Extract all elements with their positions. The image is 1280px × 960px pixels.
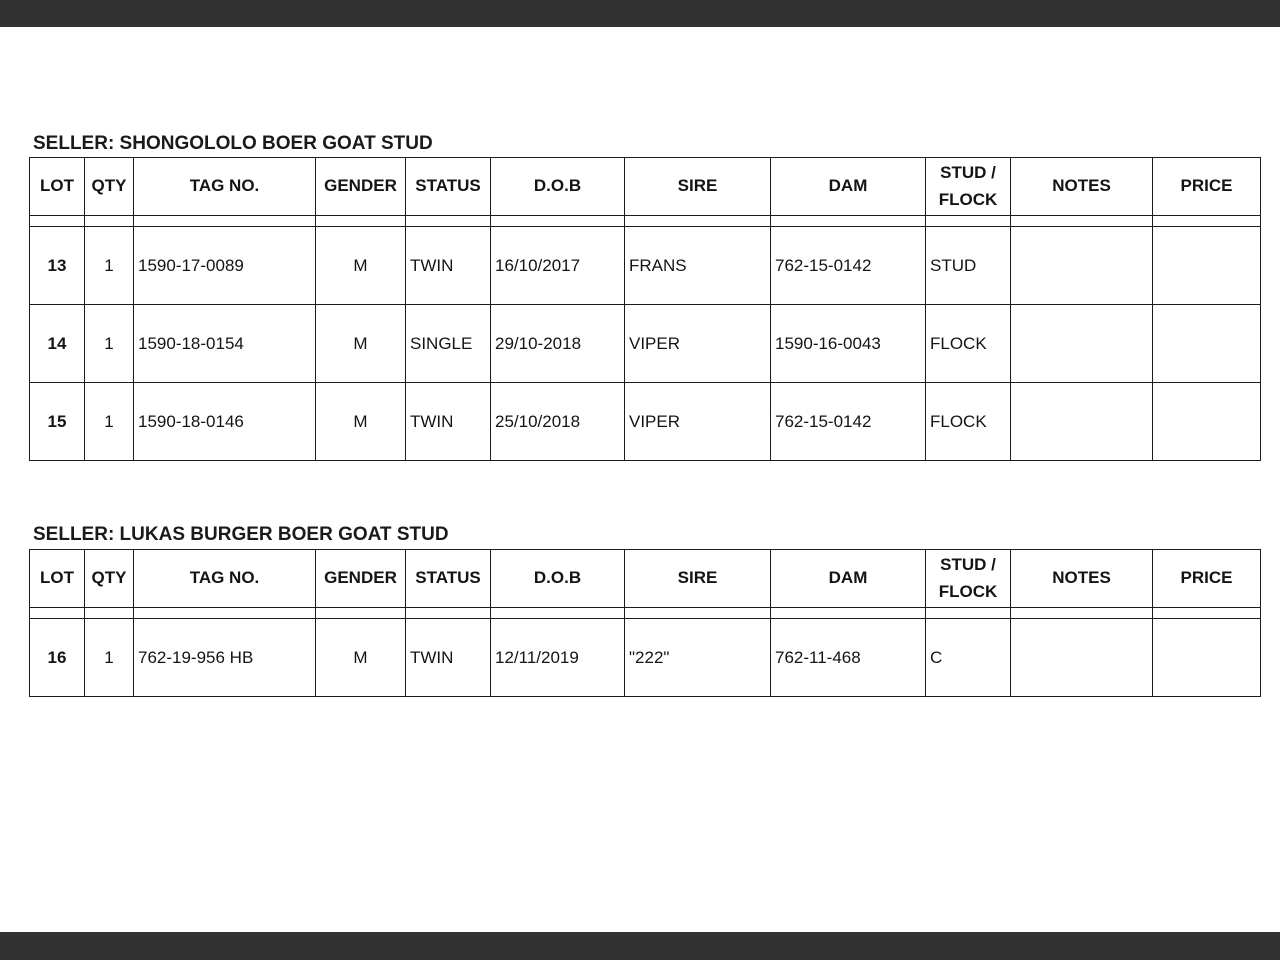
col-header-qty: QTY [85,550,134,608]
cell-gender: M [316,383,406,461]
cell-dob: 25/10/2018 [491,383,625,461]
viewer-top-bar [0,0,1280,27]
cell-price [1153,305,1261,383]
spacer-row [30,216,1261,227]
cell-dam: 762-15-0142 [771,383,926,461]
cell-stud-flock: STUD [926,227,1011,305]
cell-qty: 1 [85,305,134,383]
cell-lot: 14 [30,305,85,383]
cell-status: TWIN [406,383,491,461]
cell-dam: 1590-16-0043 [771,305,926,383]
cell-notes [1011,227,1153,305]
seller-title-shongololo: SELLER: SHONGOLOLO BOER GOAT STUD [33,133,433,154]
cell-qty: 1 [85,619,134,697]
table-row-lot-13 [30,227,1261,305]
cell-notes [1011,383,1153,461]
col-header-dob: D.O.B [491,158,625,216]
cell-lot: 15 [30,383,85,461]
viewer-bottom-bar [0,932,1280,960]
cell-price [1153,227,1261,305]
cell-tag: 1590-17-0089 [134,227,316,305]
col-header-notes: NOTES [1011,550,1153,608]
table-row-lot-15 [30,383,1261,461]
cell-tag: 762-19-956 HB [134,619,316,697]
cell-sire: FRANS [625,227,771,305]
col-header-status: STATUS [406,158,491,216]
col-header-tag: TAG NO. [134,158,316,216]
col-header-dob: D.O.B [491,550,625,608]
col-header-stud-flock: STUD / FLOCK [926,158,1011,216]
cell-dob: 16/10/2017 [491,227,625,305]
cell-gender: M [316,227,406,305]
table-row-lot-14 [30,305,1261,383]
cell-sire: VIPER [625,305,771,383]
cell-lot: 13 [30,227,85,305]
col-header-status: STATUS [406,550,491,608]
cell-status: TWIN [406,227,491,305]
col-header-gender: GENDER [316,550,406,608]
table-header-row [30,550,1261,608]
col-header-price: PRICE [1153,158,1261,216]
cell-gender: M [316,619,406,697]
cell-tag: 1590-18-0146 [134,383,316,461]
col-header-dam: DAM [771,550,926,608]
cell-sire: "222" [625,619,771,697]
cell-dob: 29/10-2018 [491,305,625,383]
col-header-sire: SIRE [625,550,771,608]
cell-notes [1011,305,1153,383]
col-header-price: PRICE [1153,550,1261,608]
col-header-sire: SIRE [625,158,771,216]
col-header-notes: NOTES [1011,158,1153,216]
cell-stud-flock: FLOCK [926,383,1011,461]
col-header-tag: TAG NO. [134,550,316,608]
seller-title-lukas-burger: SELLER: LUKAS BURGER BOER GOAT STUD [33,524,449,545]
cell-stud-flock: FLOCK [926,305,1011,383]
cell-tag: 1590-18-0154 [134,305,316,383]
cell-notes [1011,619,1153,697]
col-header-stud-flock: STUD / FLOCK [926,550,1011,608]
col-header-gender: GENDER [316,158,406,216]
cell-stud-flock: C [926,619,1011,697]
col-header-lot: LOT [30,158,85,216]
spacer-row [30,608,1261,619]
cell-sire: VIPER [625,383,771,461]
cell-price [1153,383,1261,461]
table-header-row [30,158,1261,216]
cell-price [1153,619,1261,697]
cell-dob: 12/11/2019 [491,619,625,697]
cell-dam: 762-15-0142 [771,227,926,305]
cell-lot: 16 [30,619,85,697]
table-row-lot-16 [30,619,1261,697]
col-header-lot: LOT [30,550,85,608]
lot-table-shongololo [29,157,1261,461]
cell-gender: M [316,305,406,383]
cell-dam: 762-11-468 [771,619,926,697]
col-header-qty: QTY [85,158,134,216]
cell-qty: 1 [85,383,134,461]
cell-status: TWIN [406,619,491,697]
lot-table-lukas-burger [29,549,1261,697]
col-header-dam: DAM [771,158,926,216]
cell-status: SINGLE [406,305,491,383]
cell-qty: 1 [85,227,134,305]
